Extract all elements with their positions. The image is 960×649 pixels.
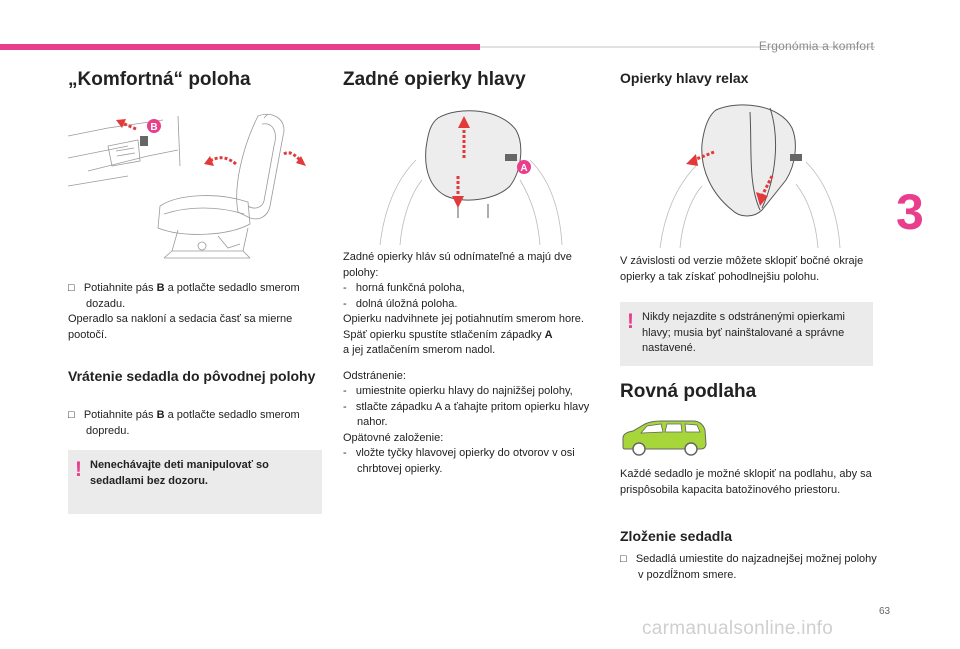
page-number: 63 bbox=[879, 606, 891, 617]
flat-floor-text: Každé sedadlo je možné sklopiť na podlahu, aby sa prispôsobila kapacita batožinového priestoru. bbox=[620, 468, 872, 496]
refit-step: - vložte tyčky hlavovej opierky do otvorov v osi chrbtovej opierky. bbox=[343, 447, 575, 475]
watermark: carmanualsonline.info bbox=[642, 618, 834, 639]
seat-comfort-illustration bbox=[68, 106, 322, 266]
rear-headrests-body bbox=[343, 250, 605, 477]
warning-exclamation-icon: ! bbox=[75, 458, 82, 481]
car-icon bbox=[617, 418, 709, 458]
removal-step: - stlačte západku A a ťahajte pritom opierku hlavy nahor. bbox=[343, 400, 590, 428]
headrests-intro: Zadné opierky hláv sú odnímateľné a majú dve polohy: bbox=[343, 251, 572, 279]
children-warning-box bbox=[68, 450, 322, 514]
relax-text: V závislosti od verzie môžete sklopiť bočné okraje opierky a tak získať pohodlnejšiu polohu. bbox=[620, 255, 864, 283]
relax-headrests-title: Opierky hlavy relax bbox=[620, 70, 749, 86]
chapter-title: Ergonómia a komfort bbox=[758, 39, 874, 53]
latch-label-a: A bbox=[520, 163, 528, 174]
warning-exclamation-icon: ! bbox=[627, 310, 634, 333]
chapter-number: 3 bbox=[896, 184, 924, 240]
restore-body bbox=[68, 408, 326, 439]
flat-floor-title: Rovná podlaha bbox=[620, 381, 757, 402]
children-warning-text: Nenechávajte deti manipulovať so sedadlami bez dozoru. bbox=[90, 459, 269, 487]
comfort-position-title: „Komfortná“ poloha bbox=[68, 69, 251, 90]
checkbox-icon: □ bbox=[68, 282, 75, 294]
fold-seat-body bbox=[620, 552, 882, 583]
headrest-warning-text: Nikdy nejazdite s odstránenými opierkami hlavy; musia byť nainštalované a správne nastavené. bbox=[642, 311, 845, 354]
position-item: - horná funkčná poloha, bbox=[343, 282, 465, 294]
rear-headrests-title: Zadné opierky hlavy bbox=[343, 69, 526, 90]
checkbox-icon: □ bbox=[68, 409, 75, 421]
restore-bullet: □ Potiahnite pás B a potlačte sedadlo smerom dopredu. bbox=[68, 409, 300, 437]
comfort-bullet: □ Potiahnite pás B a potlačte sedadlo smerom dozadu. bbox=[68, 282, 300, 310]
lower-text: Späť opierku spustíte stlačením západky A a jej zatlačením smerom nadol. bbox=[343, 328, 553, 356]
latch-label-b: B bbox=[150, 122, 158, 133]
relax-headrest-illustration bbox=[630, 98, 860, 248]
fold-bullet: □ Sedadlá umiestite do najzadnejšej možnej polohy v pozdĺžnom smere. bbox=[620, 553, 877, 581]
restore-seat-title: Vrátenie sedadla do pôvodnej polohy bbox=[68, 368, 316, 384]
headrest-warning-box bbox=[620, 302, 873, 366]
header-accent-bar bbox=[0, 44, 480, 50]
refit-title: Opätovné založenie: bbox=[343, 431, 444, 444]
removal-title: Odstránenie: bbox=[343, 369, 406, 382]
fold-seat-title: Zloženie sedadla bbox=[620, 528, 733, 544]
checkbox-icon: □ bbox=[620, 553, 627, 565]
position-item: - dolná úložná poloha. bbox=[343, 297, 458, 310]
removal-step: - umiestnite opierku hlavy do najnižšej polohy, bbox=[343, 385, 573, 397]
rear-headrest-illustration bbox=[360, 100, 590, 245]
comfort-text: Operadlo sa nakloní a sedacia časť sa mierne pootočí. bbox=[68, 313, 293, 341]
comfort-body bbox=[68, 281, 326, 343]
raise-text: Opierku nadvihnete jej potiahnutím smerom hore. bbox=[343, 313, 584, 325]
